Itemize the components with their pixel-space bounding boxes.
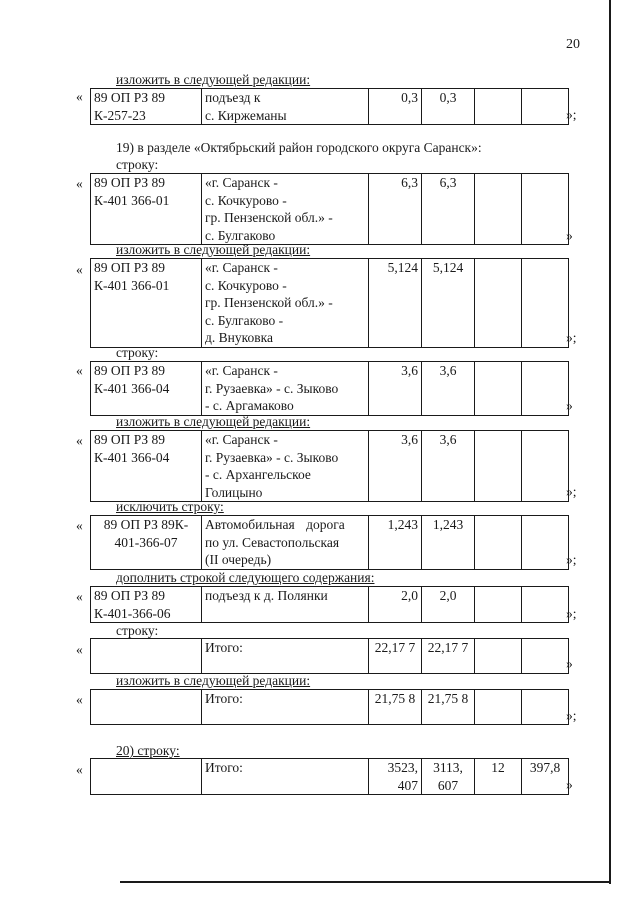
road-code-cell: 89 ОП РЗ 89 К-401 366-01 bbox=[91, 259, 202, 348]
total-cell-1: 3523, 407 bbox=[369, 759, 422, 795]
length-cell-2: 3,6 bbox=[422, 362, 475, 416]
close-quote: »; bbox=[566, 107, 577, 122]
table-row bbox=[90, 638, 569, 674]
value-cell-3 bbox=[475, 690, 522, 725]
page-border-bottom bbox=[120, 881, 611, 883]
value-cell-3 bbox=[475, 431, 522, 502]
instruction-text: строку: bbox=[116, 623, 159, 638]
road-code-cell: 89 ОП РЗ 89К- 401-366-07 bbox=[91, 516, 202, 570]
value-cell-4 bbox=[522, 259, 569, 348]
close-quote: »; bbox=[566, 484, 577, 499]
table-row bbox=[90, 515, 569, 570]
page-number: 20 bbox=[566, 37, 580, 52]
road-name-cell: подъезд к с. Киржеманы bbox=[202, 89, 369, 125]
close-quote: » bbox=[566, 228, 573, 243]
road-name-cell: Итого: bbox=[202, 690, 369, 725]
instruction-text: строку: bbox=[116, 345, 159, 360]
length-cell: 0,3 bbox=[369, 89, 422, 125]
road-code-cell: 89 ОП РЗ 89 К-401 366-04 bbox=[91, 431, 202, 502]
close-quote: »; bbox=[566, 708, 577, 723]
road-code-cell: 89 ОП РЗ 89 К-401 366-01 bbox=[91, 174, 202, 245]
page-border-right bbox=[609, 0, 611, 884]
instruction-text: дополнить строкой следующего содержания: bbox=[116, 570, 375, 585]
length-cell: 22,17 7 bbox=[369, 639, 422, 674]
road-code-cell: 89 ОП РЗ 89 К-257-23 bbox=[91, 89, 202, 125]
table-row bbox=[90, 430, 569, 502]
length-cell: 5,124 bbox=[369, 259, 422, 348]
open-quote: « bbox=[76, 589, 83, 604]
road-name-cell: «г. Саранск - г. Рузаевка» - с. Зыково - с. Архангельское Голицыно bbox=[202, 431, 369, 502]
open-quote: « bbox=[76, 433, 83, 448]
total-cell-2: 3113, 607 bbox=[422, 759, 475, 795]
length-cell-2: 21,75 8 bbox=[422, 690, 475, 725]
value-cell-3 bbox=[475, 174, 522, 245]
length-cell: 21,75 8 bbox=[369, 690, 422, 725]
road-code-cell: 89 ОП РЗ 89 К-401-366-06 bbox=[91, 587, 202, 623]
table-row bbox=[90, 88, 569, 125]
road-code-cell bbox=[91, 639, 202, 674]
close-quote: »; bbox=[566, 606, 577, 621]
length-cell: 3,6 bbox=[369, 362, 422, 416]
instruction-text: изложить в следующей редакции: bbox=[116, 242, 311, 257]
road-name-cell: Итого: bbox=[202, 759, 369, 795]
open-quote: « bbox=[76, 518, 83, 533]
road-name-cell: «г. Саранск - с. Кочкурово - гр. Пензенской обл.» - с. Булгаково - д. Внуковка bbox=[202, 259, 369, 348]
length-cell: 1,243 bbox=[369, 516, 422, 570]
road-name-cell: «г. Саранск - г. Рузаевка» - с. Зыково - с. Аргамаково bbox=[202, 362, 369, 416]
table-row bbox=[90, 258, 569, 348]
value-cell-3 bbox=[475, 516, 522, 570]
instruction-text: строку: bbox=[116, 157, 159, 172]
road-code-cell: 89 ОП РЗ 89 К-401 366-04 bbox=[91, 362, 202, 416]
value-cell-4 bbox=[522, 690, 569, 725]
table-row bbox=[90, 689, 569, 725]
value-cell-4 bbox=[522, 362, 569, 416]
close-quote: »; bbox=[566, 552, 577, 567]
length-cell: 3,6 bbox=[369, 431, 422, 502]
value-cell-3 bbox=[475, 639, 522, 674]
close-quote: » bbox=[566, 656, 573, 671]
table-row bbox=[90, 173, 569, 245]
value-cell-3 bbox=[475, 587, 522, 623]
total-cell-4: 397,8 bbox=[522, 759, 569, 795]
table-row bbox=[90, 361, 569, 416]
value-cell-4 bbox=[522, 89, 569, 125]
open-quote: « bbox=[76, 176, 83, 191]
length-cell-2: 22,17 7 bbox=[422, 639, 475, 674]
value-cell-3 bbox=[475, 362, 522, 416]
road-code-cell bbox=[91, 690, 202, 725]
length-cell-2: 3,6 bbox=[422, 431, 475, 502]
value-cell-4 bbox=[522, 587, 569, 623]
value-cell-4 bbox=[522, 174, 569, 245]
length-cell-2: 5,124 bbox=[422, 259, 475, 348]
section-heading: 19) в разделе «Октябрьский район городского округа Саранск»: bbox=[116, 140, 482, 155]
table-row bbox=[90, 586, 569, 623]
instruction-text: изложить в следующей редакции: bbox=[116, 673, 311, 688]
value-cell-4 bbox=[522, 639, 569, 674]
table-row bbox=[90, 758, 569, 795]
length-cell-2: 1,243 bbox=[422, 516, 475, 570]
section-heading: 20) строку: bbox=[116, 743, 180, 758]
length-cell-2: 2,0 bbox=[422, 587, 475, 623]
value-cell-3 bbox=[475, 259, 522, 348]
length-cell-2: 6,3 bbox=[422, 174, 475, 245]
open-quote: « bbox=[76, 262, 83, 277]
close-quote: » bbox=[566, 398, 573, 413]
road-name-cell: Итого: bbox=[202, 639, 369, 674]
length-cell: 2,0 bbox=[369, 587, 422, 623]
road-name-cell: Автомобильная дорога по ул. Севастопольская (II очередь) bbox=[202, 516, 369, 570]
open-quote: « bbox=[76, 363, 83, 378]
instruction-text: исключить строку: bbox=[116, 499, 224, 514]
total-cell-3: 12 bbox=[475, 759, 522, 795]
length-cell-2: 0,3 bbox=[422, 89, 475, 125]
open-quote: « bbox=[76, 692, 83, 707]
road-code-cell bbox=[91, 759, 202, 795]
instruction-text: изложить в следующей редакции: bbox=[116, 414, 311, 429]
length-cell: 6,3 bbox=[369, 174, 422, 245]
instruction-text: изложить в следующей редакции: bbox=[116, 72, 311, 87]
open-quote: « bbox=[76, 642, 83, 657]
open-quote: « bbox=[76, 89, 83, 104]
close-quote: »; bbox=[566, 330, 577, 345]
road-name-cell: «г. Саранск - с. Кочкурово - гр. Пензенской обл.» - с. Булгаково bbox=[202, 174, 369, 245]
value-cell-3 bbox=[475, 89, 522, 125]
close-quote: » bbox=[566, 777, 573, 792]
value-cell-4 bbox=[522, 431, 569, 502]
value-cell-4 bbox=[522, 516, 569, 570]
open-quote: « bbox=[76, 762, 83, 777]
road-name-cell: подъезд к д. Полянки bbox=[202, 587, 369, 623]
